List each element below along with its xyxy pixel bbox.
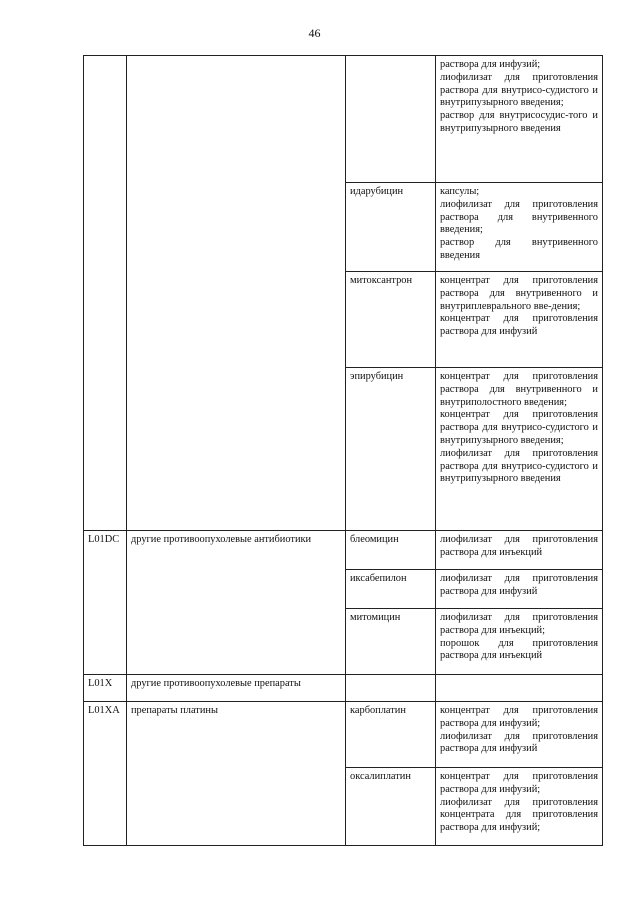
dosage-forms-cell: [436, 56, 603, 183]
group-cell: другие противоопухолевые антибиотики: [127, 531, 346, 675]
dosage-forms-cell: [436, 609, 603, 675]
dosage-form: лиофилизат для приготовления раствора для инфузий: [440, 730, 598, 755]
dosage-forms-cell: [436, 531, 603, 570]
drug-name-cell: [346, 56, 436, 183]
dosage-forms-cell: [436, 368, 603, 531]
dosage-form: капсулы;: [440, 186, 480, 197]
table-row: [84, 56, 603, 183]
drug-table: [83, 55, 603, 846]
atc-code-cell: [84, 56, 127, 531]
dosage-form: концентрат для приготовления раствора для внутривенного и внутриполостного введения;: [440, 371, 598, 408]
table-row: [84, 702, 603, 768]
drug-name-cell: карбоплатин: [346, 702, 436, 768]
dosage-form: порошок для приготовления раствора для инъекций: [440, 637, 598, 662]
dosage-form: лиофилизат для приготовления концентрата для приготовления раствора для инфузий;: [440, 796, 598, 834]
drug-name-cell: блеомицин: [346, 531, 436, 570]
group-cell: другие противоопухолевые препараты: [127, 675, 346, 702]
dosage-forms-cell: [436, 768, 603, 846]
dosage-form: лиофилизат для приготовления раствора для внутрисо-судистого и внутрипузырного введения;: [440, 71, 598, 109]
dosage-form: лиофилизат для приготовления раствора для инфузий: [440, 573, 598, 597]
dosage-form: концентрат для приготовления раствора для инфузий: [440, 313, 598, 338]
dosage-form: лиофилизат для приготовления раствора для инъекций;: [440, 612, 598, 636]
dosage-forms-cell: [436, 183, 603, 272]
drug-name-cell: митомицин: [346, 609, 436, 675]
dosage-forms-cell: [436, 702, 603, 768]
atc-code-cell: L01X: [84, 675, 127, 702]
table-row: [84, 675, 603, 702]
dosage-form: раствор для внутривенного введения: [440, 237, 598, 261]
dosage-form: концентрат для приготовления раствора для инфузий;: [440, 705, 598, 729]
drug-name-cell: [346, 675, 436, 702]
dosage-forms-cell: [436, 570, 603, 609]
dosage-form: раствора для инфузий;: [440, 59, 541, 70]
dosage-form: раствор для внутрисосудис-того и внутрипузырного введения: [440, 110, 598, 134]
dosage-form: лиофилизат для приготовления раствора для инъекций: [440, 534, 598, 558]
group-cell: препараты платины: [127, 702, 346, 846]
group-cell: [127, 56, 346, 531]
dosage-form: концентрат для приготовления раствора для внутривенного и внутриплеврального вве-дения;: [440, 275, 598, 312]
atc-code-cell: L01XA: [84, 702, 127, 846]
drug-name-cell: оксалиплатин: [346, 768, 436, 846]
dosage-form: лиофилизат для приготовления раствора для внутрисо-судистого и внутрипузырного введения: [440, 447, 598, 485]
table-row: [84, 531, 603, 570]
drug-name-cell: митоксантрон: [346, 272, 436, 368]
drug-name-cell: идарубицин: [346, 183, 436, 272]
dosage-form: концентрат для приготовления раствора для внутрисо-судистого и внутрипузырного введения;: [440, 409, 598, 446]
dosage-form: лиофилизат для приготовления раствора для внутривенного введения;: [440, 198, 598, 236]
dosage-forms-cell: [436, 272, 603, 368]
atc-code-cell: L01DC: [84, 531, 127, 675]
page-number: 46: [308, 26, 321, 40]
dosage-forms-cell: [436, 675, 603, 702]
dosage-form: концентрат для приготовления раствора для инфузий;: [440, 771, 598, 795]
drug-name-cell: эпирубицин: [346, 368, 436, 531]
drug-name-cell: иксабепилон: [346, 570, 436, 609]
